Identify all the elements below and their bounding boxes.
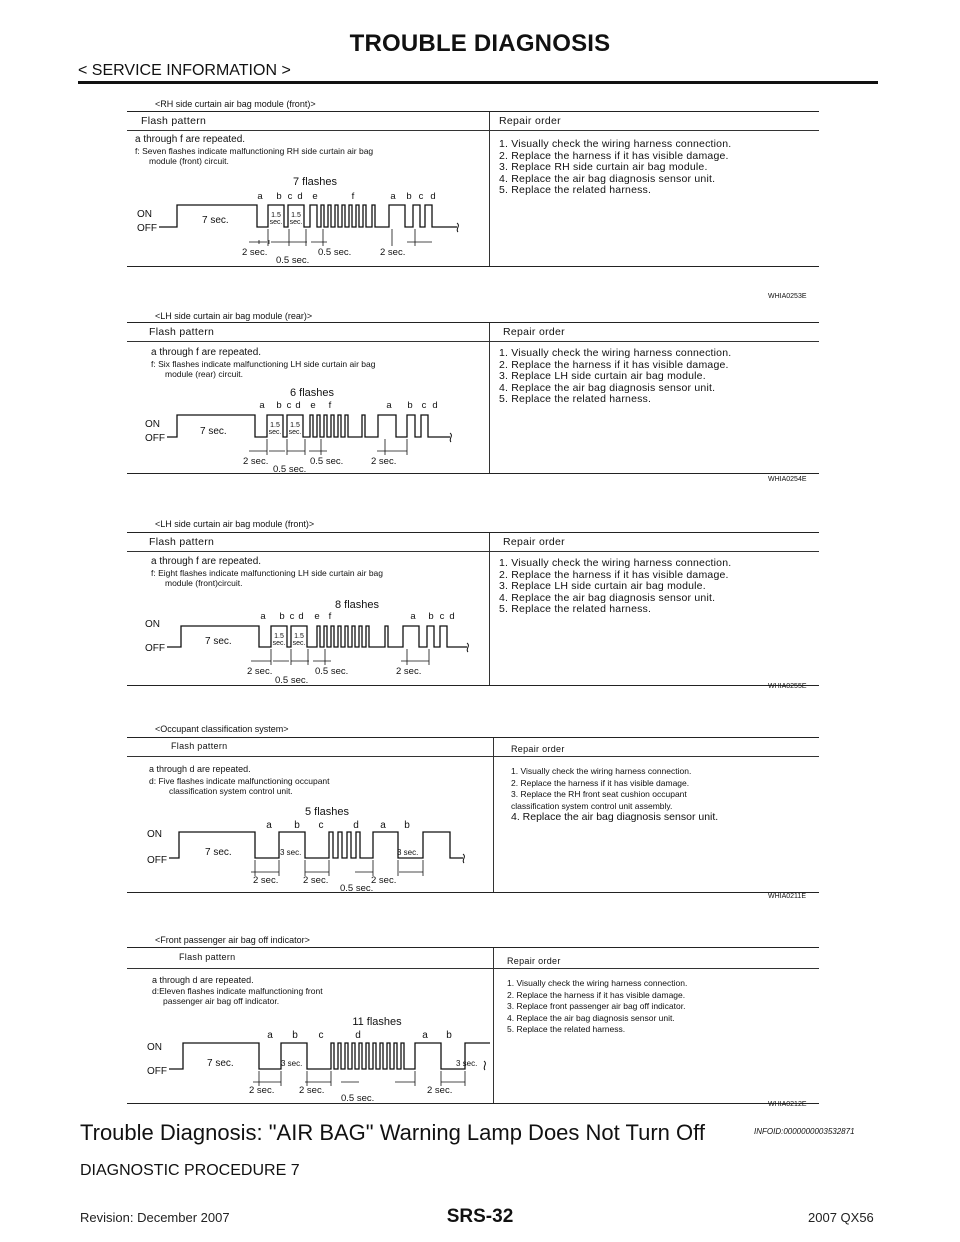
segment-letter: a (390, 191, 396, 202)
duration-label: 1.5 (291, 212, 301, 219)
duration-label: 2 sec. (396, 666, 422, 677)
pattern-line: a through f are repeated. (151, 347, 262, 358)
footer-page-number: SRS-32 (446, 1206, 514, 1227)
info-id: INFOID:0000000003532871 (754, 1127, 855, 1136)
repair-order-header: Repair order (503, 536, 565, 548)
break-mark (457, 223, 458, 232)
off-label: OFF (137, 223, 157, 234)
duration-label: 0.5 sec. (310, 456, 344, 467)
header-rule (78, 81, 878, 84)
block-title: <RH side curtain air bag module (front)> (155, 99, 316, 109)
table-header (127, 323, 819, 342)
duration-label: 1.5 (274, 633, 284, 640)
segment-letter: a (267, 1030, 273, 1041)
repair-order-header: Repair order (511, 744, 565, 754)
segment-letters (260, 611, 454, 622)
repair-order-header: Repair order (499, 115, 561, 127)
segment-letter: b (428, 611, 434, 622)
note-prefix: f: (135, 146, 140, 156)
segment-letter: b (446, 1030, 452, 1041)
pattern-line: a through f are repeated. (135, 134, 246, 145)
figure-id: WHIA0253E (768, 293, 807, 300)
segment-letter: c (287, 191, 293, 202)
duration-label: 2 sec. (243, 456, 269, 467)
block-title: <LH side curtain air bag module (rear)> (155, 311, 313, 321)
segment-letter: f (328, 611, 332, 622)
segment-letter: a (380, 820, 386, 831)
repair-step: classification system control unit assembly. (511, 800, 673, 811)
pattern-description (135, 134, 373, 166)
segment-letter: c (318, 820, 324, 831)
flash-count-label: 11 flashes (352, 1016, 402, 1028)
duration-label: 7 sec. (200, 426, 227, 437)
off-label: OFF (147, 855, 167, 866)
duration-label: 0.5 sec. (340, 883, 374, 892)
duration-unit: sec. (289, 219, 303, 226)
segment-letter: b (292, 1030, 298, 1041)
on-label: ON (147, 1042, 162, 1053)
duration-label: 2 sec. (371, 456, 397, 467)
repair-list (499, 558, 731, 616)
note-line: Eight flashes indicate malfunctioning LH side curtain air bag (158, 568, 384, 578)
block-title: <Front passenger air bag off indicator> (155, 935, 310, 945)
repair-step: 2. Replace the harness if it has visible damage. (499, 149, 729, 162)
dimension-marks (249, 229, 432, 246)
figure-id: WHIA0212E (768, 1101, 807, 1108)
break-mark (467, 643, 468, 652)
duration-label: 2 sec. (371, 875, 397, 886)
flash-count-label: 5 flashes (304, 806, 350, 818)
pattern-description (151, 347, 375, 379)
duration-label: 1.5 (294, 633, 304, 640)
on-label: ON (145, 619, 160, 630)
repair-list (507, 978, 687, 1036)
dimension-marks (253, 1071, 465, 1086)
repair-step: 1. Visually check the wiring harness connection. (511, 766, 692, 776)
repair-step: 4. Replace the air bag diagnosis sensor unit. (499, 591, 716, 604)
dimension-marks (251, 860, 423, 876)
repair-step: 2. Replace the harness if it has visible damage. (499, 358, 729, 371)
duration-label: 2 sec. (303, 875, 329, 886)
note-line: Six flashes indicate malfunctioning LH side curtain air bag (158, 359, 376, 369)
column-divider (489, 323, 490, 473)
duration-label: 3 sec. (280, 848, 302, 857)
flash-pattern-header: Flash pattern (171, 741, 228, 751)
repair-order-header: Repair order (503, 326, 565, 338)
duration-label: 2 sec. (380, 247, 406, 258)
duration-label: 7 sec. (202, 215, 229, 226)
footer-model: 2007 QX56 (808, 1210, 874, 1225)
note-line: classification system control unit. (169, 785, 293, 796)
repair-step: 1. Visually check the wiring harness connection. (499, 347, 732, 359)
note-line: module (front)circuit. (165, 578, 243, 588)
repair-list (511, 766, 718, 824)
on-label: ON (145, 419, 160, 430)
duration-label: 7 sec. (205, 847, 232, 858)
flash-waveform (145, 385, 485, 473)
duration-label: 2 sec. (247, 666, 273, 677)
duration-label: 7 sec. (207, 1058, 234, 1069)
segment-letter: b (404, 820, 410, 831)
flash-pattern-header: Flash pattern (179, 952, 236, 962)
repair-step: 3. Replace RH side curtain air bag module. (499, 161, 708, 173)
segment-letter: f (351, 191, 355, 202)
flash-count-label: 6 flashes (289, 387, 335, 399)
flash-count-label: 8 flashes (334, 599, 380, 611)
table-header (127, 948, 819, 969)
figure-id: WHIA0255E (768, 683, 807, 690)
flash-table (127, 737, 819, 893)
segment-letter: b (276, 191, 282, 202)
block-title: <LH side curtain air bag module (front)> (155, 519, 315, 529)
repair-list (499, 139, 731, 197)
segment-letter: b (276, 400, 282, 411)
repair-order-header: Repair order (507, 956, 561, 966)
segment-letters (267, 1030, 452, 1041)
repair-step: 5. Replace the related harness. (507, 1024, 626, 1034)
column-divider (489, 112, 490, 266)
note-prefix: d: (152, 986, 160, 996)
repair-step: 3. Replace LH side curtain air bag module. (499, 580, 706, 592)
dimension-marks (249, 439, 407, 455)
pattern-description (152, 975, 323, 1006)
duration-label: 1.5 (290, 422, 300, 429)
flash-table (127, 322, 819, 474)
column-divider (493, 738, 494, 892)
duration-unit: sec. (269, 219, 283, 226)
duration-label: 2 sec. (242, 247, 268, 258)
pattern-description (149, 764, 330, 796)
segment-letter: a (410, 611, 416, 622)
block-title: <Occupant classification system> (155, 724, 289, 734)
duration-label: 1.5 (271, 212, 281, 219)
flash-waveform (137, 174, 482, 264)
note-line: module (rear) circuit. (165, 369, 243, 379)
footer-revision: Revision: December 2007 (80, 1210, 230, 1225)
break-mark (450, 433, 451, 442)
table-header (127, 533, 819, 552)
segment-letter: a (266, 820, 272, 831)
duration-unit: sec. (268, 429, 282, 436)
dimension-marks (251, 649, 429, 665)
repair-step: 1. Visually check the wiring harness connection. (499, 138, 732, 150)
break-mark (484, 1061, 485, 1070)
flash-pattern-header: Flash pattern (141, 115, 207, 127)
segment-letter: a (259, 400, 265, 411)
duration-label: 0.5 sec. (275, 675, 309, 685)
segment-letter: d (449, 611, 455, 622)
flash-table (127, 947, 819, 1104)
repair-step: 2. Replace the harness if it has visible damage. (511, 777, 690, 788)
duration-label: 0.5 sec. (276, 255, 310, 264)
segment-letter: c (289, 611, 295, 622)
repair-step: 5. Replace the related harness. (499, 603, 652, 615)
duration-unit: sec. (292, 640, 306, 647)
flash-table (127, 111, 819, 267)
duration-label: 2 sec. (253, 875, 279, 886)
repair-step: 4. Replace the air bag diagnosis sensor unit. (499, 381, 716, 394)
table-header (127, 112, 819, 131)
segment-letter: b (294, 820, 300, 831)
segment-letter: c (418, 191, 424, 202)
repair-step: 1. Visually check the wiring harness connection. (507, 978, 688, 988)
segment-letter: a (422, 1030, 428, 1041)
duration-label: 3 sec. (397, 848, 419, 857)
segment-letter: b (406, 191, 412, 202)
repair-step: 4. Replace the air bag diagnosis sensor unit. (511, 811, 719, 823)
repair-step: 3. Replace the RH front seat cushion occupant (511, 789, 687, 799)
on-label: ON (147, 829, 162, 840)
repair-step: 1. Visually check the wiring harness connection. (499, 557, 732, 569)
segment-letter: c (318, 1030, 324, 1041)
note-prefix: d: (149, 775, 157, 786)
segment-letter: a (386, 400, 392, 411)
note-line: Seven flashes indicate malfunctioning RH side curtain air bag (142, 146, 374, 156)
section-tag: < SERVICE INFORMATION > (78, 62, 291, 79)
duration-label: 3 sec. (281, 1059, 303, 1068)
note-line: Eleven flashes indicate malfunctioning front (159, 986, 323, 996)
segment-letter: c (439, 611, 445, 622)
segment-letter: d (297, 191, 303, 202)
repair-step: 4. Replace the air bag diagnosis sensor unit. (507, 1012, 675, 1023)
off-label: OFF (145, 643, 165, 654)
segment-letters (257, 191, 435, 202)
procedure-title: Trouble Diagnosis: "AIR BAG" Warning Lamp Does Not Turn Off (80, 1120, 705, 1145)
column-divider (493, 948, 494, 1103)
note-prefix: f: (151, 568, 156, 578)
segment-letter: b (407, 400, 413, 411)
figure-id: WHIA0211E (768, 893, 806, 900)
page-title: TROUBLE DIAGNOSIS (349, 30, 611, 57)
flash-table (127, 532, 819, 686)
duration-label: 2 sec. (299, 1085, 325, 1096)
flash-waveform (145, 804, 490, 892)
duration-label: 0.5 sec. (315, 666, 349, 677)
repair-step: 5. Replace the related harness. (499, 393, 652, 405)
pattern-description (151, 556, 383, 588)
duration-label: 2 sec. (249, 1085, 275, 1096)
on-label: ON (137, 209, 152, 220)
repair-list (499, 348, 731, 406)
figure-id: WHIA0254E (768, 476, 807, 483)
segment-letter: d (432, 400, 438, 411)
segment-letter: f (328, 400, 332, 411)
segment-letter: d (353, 820, 359, 831)
segment-letter: a (257, 191, 263, 202)
duration-label: 7 sec. (205, 636, 232, 647)
segment-letter: d (295, 400, 301, 411)
note-line: passenger air bag off indicator. (163, 996, 280, 1006)
note-prefix: f: (151, 359, 156, 369)
duration-unit: sec. (288, 429, 302, 436)
break-mark (463, 854, 464, 863)
segment-letter: d (430, 191, 436, 202)
note-line: Five flashes indicate malfunctioning occupant (158, 775, 330, 786)
segment-letter: b (279, 611, 285, 622)
flash-pattern-header: Flash pattern (149, 326, 215, 338)
repair-step: 5. Replace the related harness. (499, 184, 652, 196)
segment-letters (259, 400, 437, 411)
repair-step: 3. Replace front passenger air bag off indicator. (507, 1001, 686, 1011)
table-header (127, 738, 819, 757)
repair-step: 2. Replace the harness if it has visible damage. (499, 568, 729, 581)
pattern-line: a through f are repeated. (151, 556, 262, 567)
segment-letter: a (260, 611, 266, 622)
segment-letter: e (310, 400, 316, 411)
flash-waveform (145, 1014, 490, 1102)
repair-step: 4. Replace the air bag diagnosis sensor unit. (499, 172, 716, 185)
pattern-line: a through d are repeated. (152, 975, 254, 985)
note-line: module (front) circuit. (149, 156, 229, 166)
repair-step: 3. Replace LH side curtain air bag module. (499, 370, 706, 382)
repair-step: 2. Replace the harness if it has visible damage. (507, 989, 686, 1000)
duration-label: 3 sec. (456, 1059, 478, 1068)
duration-label: 1.5 (270, 422, 280, 429)
segment-letter: c (286, 400, 292, 411)
flash-waveform (145, 595, 490, 685)
diagnostic-procedure-heading: DIAGNOSTIC PROCEDURE 7 (80, 1162, 300, 1179)
duration-label: 2 sec. (427, 1085, 453, 1096)
segment-letter: d (298, 611, 304, 622)
segment-letter: c (421, 400, 427, 411)
duration-label: 0.5 sec. (318, 247, 352, 258)
segment-letter: d (355, 1030, 361, 1041)
pattern-line: a through d are repeated. (149, 764, 251, 774)
duration-unit: sec. (272, 640, 286, 647)
duration-label: 0.5 sec. (341, 1093, 375, 1102)
flash-count-label: 7 flashes (292, 176, 338, 188)
segment-letters (266, 820, 410, 831)
flash-pattern-header: Flash pattern (149, 536, 215, 548)
off-label: OFF (145, 433, 165, 444)
duration-label: 0.5 sec. (273, 464, 307, 473)
segment-letter: e (314, 611, 320, 622)
segment-letter: e (312, 191, 318, 202)
off-label: OFF (147, 1066, 167, 1077)
